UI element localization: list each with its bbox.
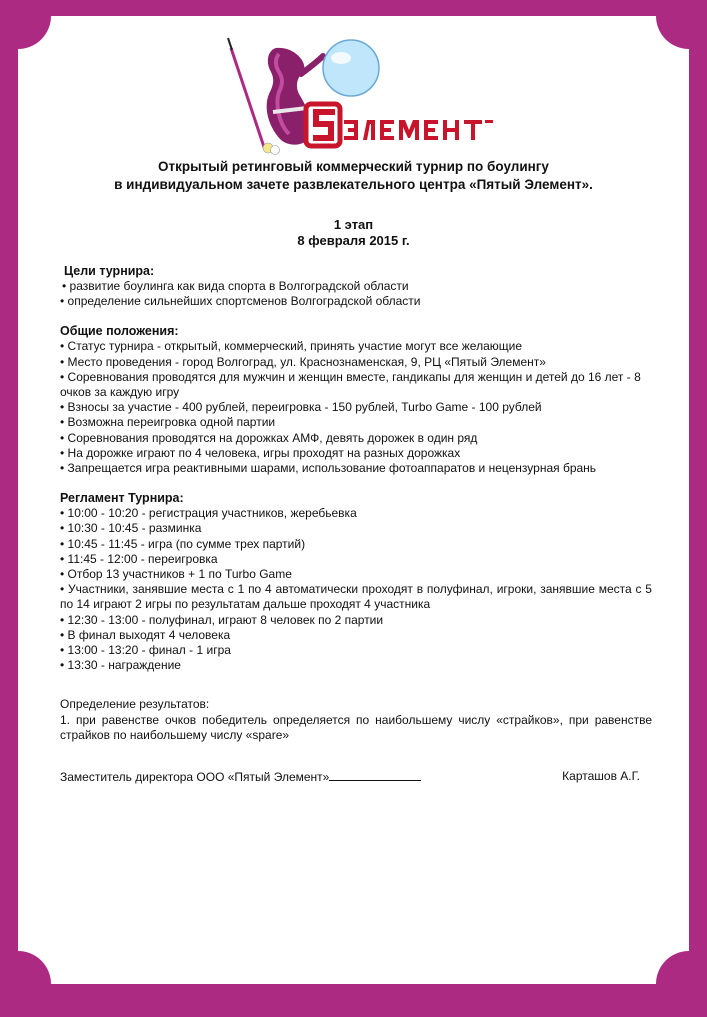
corner-notch-bottom-right [656, 951, 707, 1017]
list-item: • Участники, занявшие места с 1 по 4 автоматически проходят в полуфинал, игроки, занявшие места с 5 по 14 играют 2 игры по результатам дальше проходят 4 участника [60, 582, 652, 612]
list-item: • На дорожке играют по 4 человека, игры проходят на разных дорожках [60, 446, 652, 461]
goals-section [60, 264, 652, 309]
general-heading: Общие положения: [60, 324, 179, 339]
list-item: • Возможна переигровка одной партии [60, 415, 652, 430]
list-item: • 10:45 - 11:45 - игра (по сумме трех партий) [60, 537, 652, 552]
goals-heading: Цели турнира: [64, 264, 155, 278]
general-list [60, 339, 652, 476]
signature-line [329, 769, 421, 781]
goals-list [60, 279, 652, 309]
list-item: • 13:30 - награждение [60, 658, 652, 673]
list-item: • Запрещается игра реактивными шарами, использование фотоаппаратов и нецензурная брань [60, 461, 652, 476]
list-item: • Отбор 13 участников + 1 по Turbo Game [60, 567, 652, 582]
corner-notch-bottom-left [0, 951, 51, 1017]
stage-date: 8 февраля 2015 г. [297, 233, 410, 248]
corner-notch-top-left [0, 0, 51, 49]
list-item: • Место проведения - город Волгоград, ул. Краснознаменская, 9, РЦ «Пятый Элемент» [60, 355, 652, 370]
title-line-1: Открытый ретинговый коммерческий турнир по боулингу [158, 159, 549, 174]
corner-notch-top-right [656, 0, 707, 49]
list-item: • 10:00 - 10:20 - регистрация участников, жеребьевка [60, 506, 652, 521]
results-text: 1. при равенстве очков победитель определяется по наибольшему числу «страйков», при равенстве страйков по наибольшему числу «spare» [60, 712, 652, 742]
list-item: • 13:00 - 13:20 - финал - 1 игра [60, 643, 652, 658]
document-page [18, 16, 689, 984]
signatory-name: Карташов А.Г. [562, 769, 640, 783]
list-item: • определение сильнейших спортсменов Волгоградской области [60, 294, 652, 309]
list-item: • 12:30 - 13:00 - полуфинал, играют 8 человек по 2 партии [60, 613, 652, 628]
list-item: • Взносы за участие - 400 рублей, переигровка - 150 рублей, Turbo Game - 100 рублей [60, 400, 652, 415]
list-item: • 11:45 - 12:00 - переигровка [60, 552, 652, 567]
list-item: • развитие боулинга как вида спорта в Волгоградской области [60, 279, 652, 294]
results-heading: Определение результатов: [60, 697, 210, 712]
document-body [60, 264, 652, 758]
general-section [60, 324, 652, 476]
list-item: • В финал выходят 4 человека [60, 628, 652, 643]
list-item: • 10:30 - 10:45 - разминка [60, 521, 652, 536]
schedule-heading: Регламент Турнира: [60, 491, 184, 506]
results-section [60, 697, 652, 743]
document-title [18, 158, 689, 194]
signatory-title: Заместитель директора ООО «Пятый Элемент» [60, 770, 330, 784]
list-item: • Статус турнира - открытый, коммерческий, принять участие могут все желающие [60, 339, 652, 354]
title-line-2: в индивидуальном зачете развлекательного центра «Пятый Элемент». [114, 177, 593, 192]
list-item: • Соревнования проводятся на дорожках АМФ, девять дорожек в один ряд [60, 431, 652, 446]
stage-number: 1 этап [333, 217, 374, 232]
schedule-list [60, 506, 652, 673]
schedule-section [60, 491, 652, 673]
list-item: • Соревнования проводятся для мужчин и женщин вместе, гандикапы для женщин и детей до 16 лет - 8 очков за каждую игру [60, 370, 652, 400]
company-logo [213, 28, 513, 158]
stage-info [18, 217, 689, 249]
signature-position [60, 769, 421, 785]
